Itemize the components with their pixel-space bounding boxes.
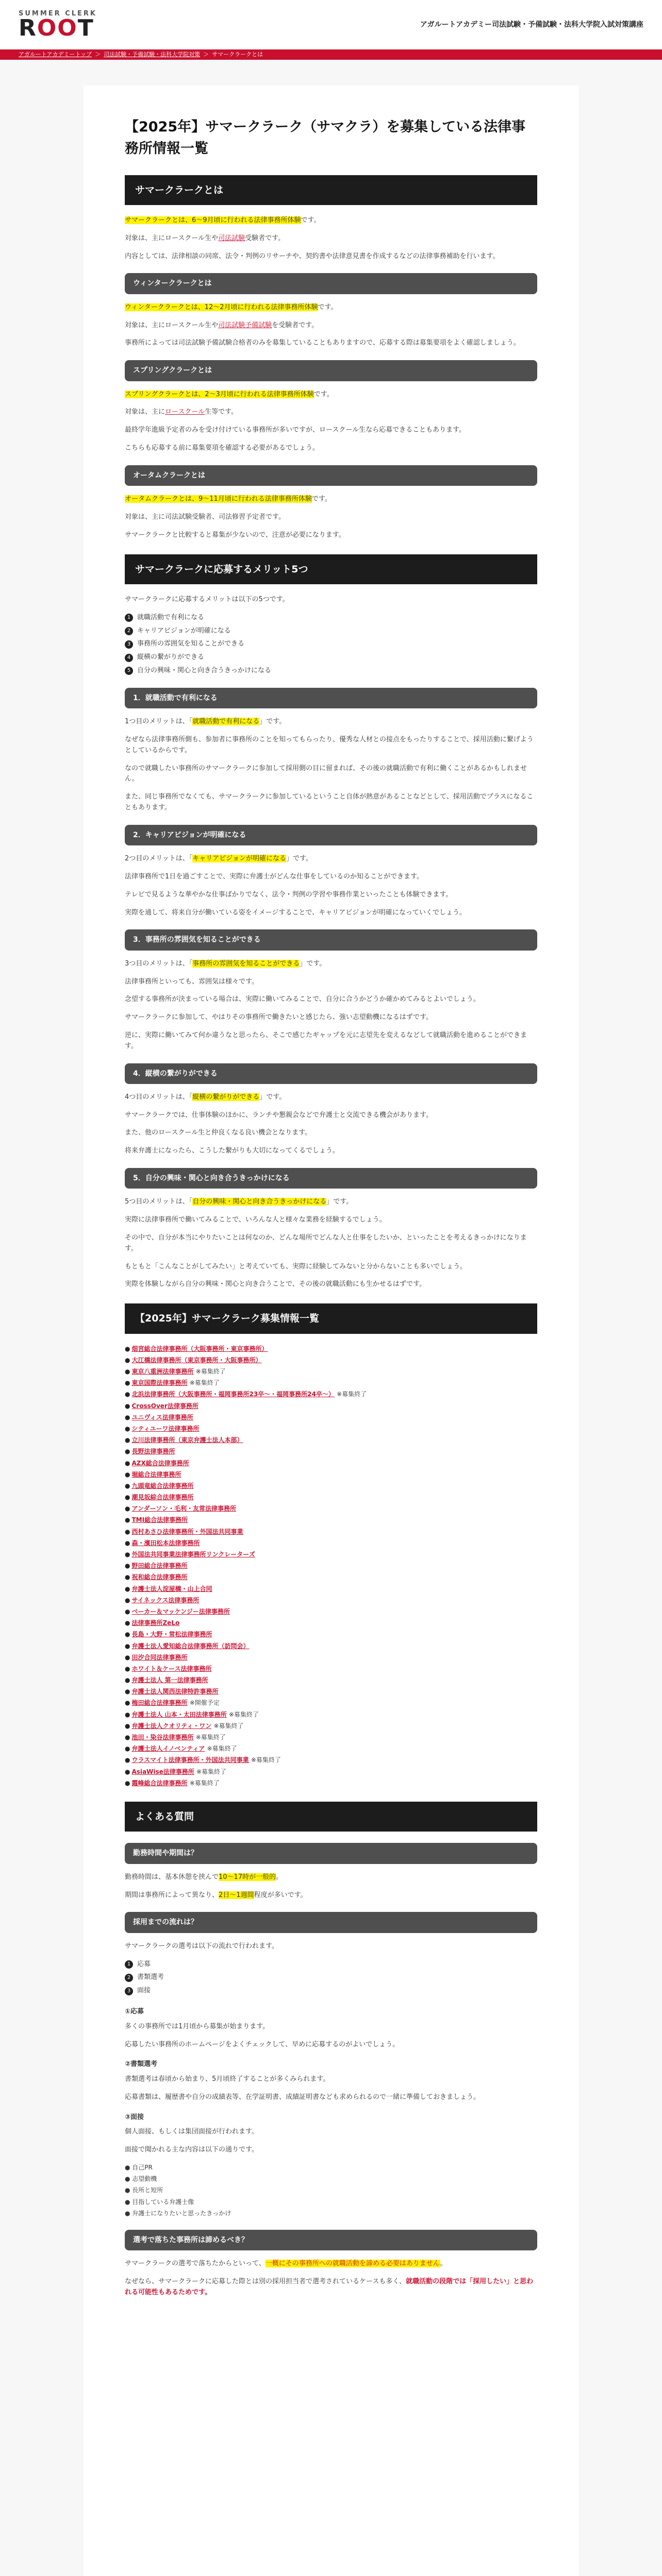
firm-link[interactable]: CrossOver法律事務所 [131, 1402, 198, 1410]
bullet-icon: ● [125, 1551, 130, 1558]
firm-link[interactable]: 畑宮総合法律事務所（大阪事務所・東京事務所） [131, 1345, 268, 1352]
heading-faq: よくある質問 [125, 1802, 537, 1832]
breadcrumb-home[interactable]: アガルートアカデミートップ [19, 51, 92, 58]
firm-link[interactable]: 北浜法律事務所（大阪事務所・福岡事務所23卒～・福岡事務所24卒～） [131, 1391, 335, 1398]
bullet-icon: ● [125, 1391, 130, 1398]
winter-note: 事務所によっては司法試験予備試験合格者のみを募集していることもありますので、応募する際は募集要項をよく確認しましょう。 [125, 339, 520, 347]
heading-winter-clerk: ウィンタークラークとは [125, 273, 537, 294]
number-badge: 2 [125, 627, 133, 635]
list-item: ● 弁護士になりたいと思ったきっかけ [125, 2209, 231, 2217]
firm-list-item [125, 1401, 537, 1411]
step-interview-text: 面接で聞かれる主な内容は以下の通りです。 [125, 2146, 258, 2154]
bullet-icon: ● [125, 1779, 130, 1787]
number-badge: 1 [125, 1960, 133, 1969]
step-apply-text: 多くの事務所では1月頃から募集が始まります。 [125, 2022, 270, 2030]
list-item: 3 事務所の雰囲気を知ることができる [125, 639, 537, 650]
bullet-icon: ● [125, 1653, 130, 1661]
merit-4-body: サマークラークでは、仕事体験のほかに、ランチや懇親会などで弁護士と交流できる機会があります。 [125, 1111, 433, 1119]
firm-link[interactable]: 弁護士法人イノベンティア [131, 1745, 205, 1753]
list-item: ● 目指している弁護士像 [125, 2198, 194, 2206]
merit-5-body: その中で、自分が本当にやりたいことは何なのか、どんな場所でどんな人と仕事をしたいか、といったことを考えるきっかけになります。 [125, 1234, 527, 1252]
summer-definition: サマークラークとは、6〜9月頃に行われる法律事務所体験です。 [125, 216, 321, 225]
bullet-icon: ● [125, 1756, 130, 1764]
logo-letter-r: R [19, 14, 37, 41]
summer-content: 内容としては、法律相談の同席、法令・判例のリサーチや、契約書や法律意見書を作成するなどの法律事務補助を行います。 [125, 252, 500, 260]
heading-autumn-clerk: オータムクラークとは [125, 465, 537, 486]
firm-link[interactable]: 森・濱田松本法律事務所 [131, 1539, 200, 1547]
firm-list-item [125, 1550, 537, 1560]
firm-link[interactable]: 弁護士法人淀屋橋・山上合同 [131, 1585, 212, 1592]
article-card [84, 86, 578, 2576]
list-item: 1 就職活動で有利になる [125, 613, 537, 623]
merit-1-lead: 1つ目のメリットは、「就職活動で有利になる」です。 [125, 718, 286, 726]
firm-list [125, 1344, 537, 1788]
firm-link[interactable]: 弁護士法人愛知総合法律事務所（訪問会） [131, 1642, 250, 1650]
merits-intro: サマークラークに応募するメリットは以下の5つです。 [125, 596, 289, 603]
bullet-icon: ● [125, 1368, 130, 1376]
firm-status-note: ※募集終了 [337, 1391, 367, 1398]
firm-link[interactable]: 弁護士法人 山本・太田法律事務所 [131, 1710, 227, 1718]
logo-letter-t: T [77, 14, 94, 41]
bullet-icon: ● [125, 1688, 130, 1696]
firm-list-item [125, 1641, 537, 1651]
step-apply-text: 応募したい事務所のホームページをよくチェックして、早めに応募するのがよいでしょう。 [125, 2040, 400, 2048]
site-logo[interactable] [19, 10, 97, 40]
faq-answer-rejected-reason: なぜなら、サマークラークに応募した際とは別の採用担当者で選考されているケースも多く、就職活動の段階では「採用したい」と思われる可能性もあるためです。 [125, 2278, 534, 2296]
link-lawschool[interactable]: ロースクール [165, 408, 205, 416]
firm-list-item [125, 1344, 537, 1354]
bullet-icon: ● [125, 1379, 130, 1387]
firm-list-item [125, 1367, 537, 1377]
firm-list-item [125, 1664, 537, 1674]
firm-link[interactable]: 弁護士法人関西法律特許事務所 [131, 1688, 219, 1696]
firm-link[interactable]: ホワイト＆ケース法律事務所 [131, 1665, 212, 1672]
firm-list-item [125, 1675, 537, 1685]
logo-letters-oo: OO [37, 14, 78, 41]
merit-2-body: 法律事務所で1日を過ごすことで、実際に弁護士がどんな仕事をしているのか知ることができます。 [125, 872, 423, 880]
autumn-note: サマークラークと比較すると募集が少ないので、注意が必要になります。 [125, 531, 345, 539]
firm-link[interactable]: 法律事務所ZeLo [131, 1619, 180, 1627]
bullet-icon: ● [125, 1459, 130, 1467]
firm-list-item [125, 1744, 537, 1754]
bullet-icon: ● [125, 1402, 130, 1410]
firm-list-item [125, 1504, 537, 1514]
firm-list-item [125, 1698, 537, 1708]
heading-spring-clerk: スプリングクラークとは [125, 360, 537, 381]
firm-link[interactable]: サイネックス法律事務所 [131, 1596, 200, 1604]
bullet-icon: ● [125, 1768, 130, 1775]
firm-status-note: ※募集終了 [228, 1710, 259, 1718]
bullet-icon: ● [125, 1528, 130, 1535]
firm-list-item [125, 1607, 537, 1617]
firm-link[interactable]: 田汐合同法律事務所 [131, 1653, 188, 1661]
firm-link[interactable]: ベーカー＆マッケンジー法律事務所 [131, 1607, 230, 1615]
firm-list-item [125, 1515, 537, 1525]
step-screening-text: 書類選考は春頃から始まり、5月頃終了することが多くみられます。 [125, 2075, 330, 2083]
firm-list-item [125, 1687, 537, 1697]
firm-link[interactable]: ユニヴィス法律事務所 [131, 1413, 193, 1421]
bullet-icon: ● [125, 1665, 130, 1672]
bullet-icon: ● [125, 1722, 130, 1730]
bullet-icon: ● [125, 1448, 130, 1455]
faq-answer-period: 期間は事務所によって異なり、2日〜1週間程度が多いです。 [125, 1891, 307, 1899]
firm-link[interactable]: 霞峰総合法律事務所 [131, 1779, 188, 1787]
summer-target: 対象は、主にロースクール生や司法試験受験者です。 [125, 234, 285, 242]
firm-link[interactable]: 弁護士法人クオリティ・ワン [131, 1722, 212, 1730]
firm-list-item [125, 1767, 537, 1777]
merit-5-body: 実際に法律事務所で働いてみることで、いろんな人と様々な業務を経験するでしょう。 [125, 1216, 386, 1224]
breadcrumb-category[interactable]: 司法試験・予備試験・法科大学院対策 [104, 51, 201, 58]
merit-1-body: なぜなら法律事務所側も、参加者に事務所のことを知ってもらったり、優秀な人材との接点をもったりすることで、採用活動に繋げようとしているからです。 [125, 735, 534, 754]
list-item: 5 自分の興味・関心と向き合うきっかけになる [125, 666, 537, 676]
firm-list-item [125, 1378, 537, 1388]
faq-answer-rejected: サマークラークの選考で落ちたからといって、一概にその事務所への就職活動を諦める必要はありません。 [125, 2260, 447, 2268]
firm-link[interactable]: 弁護士法人 第一法律事務所 [131, 1676, 208, 1684]
firm-link[interactable]: AsiaWise法律事務所 [131, 1768, 194, 1775]
winter-target: 対象は、主にロースクール生や司法試験予備試験を受験者です。 [125, 321, 319, 329]
firm-status-note: ※募集終了 [207, 1745, 237, 1753]
bullet-icon: ● [125, 1596, 130, 1604]
merit-2-lead: 2つ目のメリットは、「キャリアビジョンが明確になる」です。 [125, 855, 312, 863]
firm-list-item [125, 1389, 537, 1399]
number-badge: 2 [125, 1974, 133, 1982]
heading-merit-2: 2．キャリアビジョンが明確になる [125, 825, 537, 845]
bullet-icon: ● [125, 1413, 130, 1421]
bullet-icon: ● [125, 1619, 130, 1627]
firm-link[interactable]: アンダーソン・毛利・友常法律事務所 [131, 1505, 237, 1513]
firm-status-note: ※募集終了 [195, 1368, 226, 1376]
heading-merit-3: 3．事務所の雰囲気を知ることができる [125, 929, 537, 950]
step-screening-heading: ②書類選考 [125, 2060, 158, 2069]
bullet-icon: ● [125, 1607, 130, 1615]
breadcrumb-separator: ＞ [203, 51, 209, 58]
bullet-icon: ● [125, 1470, 130, 1478]
firm-link[interactable]: 梅田総合法律事務所 [131, 1699, 188, 1707]
interview-topics [125, 2163, 537, 2218]
link-yobishiken[interactable]: 司法試験予備試験 [218, 321, 272, 329]
firm-link[interactable]: 長島・大野・常松法律事務所 [131, 1631, 212, 1638]
firm-status-note: ※募集終了 [189, 1779, 220, 1787]
firm-link[interactable]: 祝和総合法律事務所 [131, 1573, 188, 1581]
merit-3-body: 念望する事務所が決まっている場合は、実際に働いてみることで、自分に合うかどうか確かめてみるとよいでしょう。 [125, 995, 480, 1004]
header-site-title[interactable]: アガルートアカデミー司法試験・予備試験・法科大学院入試対策講座 [420, 20, 643, 29]
firm-list-item [125, 1481, 537, 1491]
merits-list [125, 613, 537, 676]
spring-note-2: こちらも応募する前に募集要項を確認する必要があるでしょう。 [125, 444, 319, 452]
firm-list-item [125, 1618, 537, 1628]
firm-link[interactable]: 立川法律事務所（東京弁護士法人本部） [131, 1436, 243, 1444]
firm-link[interactable]: 西村あさひ法律事務所・外国法共同事業 [131, 1528, 243, 1535]
firm-link[interactable]: AZX総合法律事務所 [131, 1459, 189, 1467]
process-steps [125, 1959, 537, 1996]
list-item: 2 書類選考 [125, 1972, 537, 1983]
merit-1-body: なので就職したい事務所のサマークラークに参加して採用側の目に留まれば、その後の就職活動で有利に働くことがあるかもしれません。 [125, 764, 527, 783]
list-item: ● 志望動機 [125, 2175, 157, 2183]
firm-list-item [125, 1755, 537, 1765]
step-interview-text: 個人面接、もしくは集団面接が行われます。 [125, 2128, 258, 2136]
firm-link[interactable]: ウラスマイト法律事務所・外国法共同事業 [131, 1756, 249, 1764]
autumn-definition: オータムクラークとは、9〜11月頃に行われる法律事務所体験です。 [125, 495, 332, 503]
firm-link[interactable]: 東京国際法律事務所 [131, 1379, 188, 1387]
heading-summer-clerk: サマークラークとは [125, 175, 537, 205]
firm-list-item [125, 1721, 537, 1731]
firm-list-item [125, 1355, 537, 1365]
firm-link[interactable]: 池田・染谷法律事務所 [131, 1734, 194, 1741]
breadcrumb [0, 49, 662, 60]
firm-status-note: ※募集終了 [196, 1768, 227, 1775]
list-item: ● 長所と短所 [125, 2187, 163, 2194]
firm-list-item [125, 1572, 537, 1582]
list-item: 4 縦横の繋がりができる [125, 652, 537, 663]
bullet-icon: ● [125, 1562, 130, 1570]
firm-list-item [125, 1653, 537, 1663]
bullet-icon: ● [125, 1345, 130, 1352]
autumn-target: 対象は、主に司法試験受験者、司法修習予定者です。 [125, 513, 285, 521]
heading-merit-4: 4．縦横の繋がりができる [125, 1063, 537, 1084]
breadcrumb-current: サマークラークとは [212, 51, 263, 58]
faq-answer-hours: 勤務時間は、基本休憩を挟んで10〜17時が一般的。 [125, 1873, 283, 1881]
faq-question-hours: 勤務時間や期間は？ [125, 1843, 537, 1863]
step-interview-heading: ③面接 [125, 2113, 144, 2121]
bullet-icon: ● [125, 1642, 130, 1650]
firm-list-item [125, 1630, 537, 1639]
page-title: 【2025年】サマークラーク（サマクラ）を募集している法律事務所情報一覧 [125, 119, 526, 157]
list-item: 1 応募 [125, 1959, 537, 1970]
bullet-icon: ● [125, 1734, 130, 1741]
merit-2-body: 実際を通して、将来自分が働いている姿をイメージすることで、キャリアビジョンが明確になっていくでしょう。 [125, 908, 466, 917]
step-apply-heading: ①応募 [125, 2007, 144, 2015]
list-item: 2 キャリアビジョンが明確になる [125, 626, 537, 637]
merit-5-body: もともと「こんなことがしてみたい」と考えていても、実際に経験してみないと分からないことも多いでしょう。 [125, 1262, 467, 1270]
number-badge: 1 [125, 614, 133, 622]
heading-merits: サマークラークに応募するメリット5つ [125, 554, 537, 584]
firm-list-item [125, 1778, 537, 1788]
bullet-icon: ● [125, 1436, 130, 1444]
bullet-icon: ● [125, 1356, 130, 1364]
firm-list-item [125, 1710, 537, 1720]
merit-5-lead: 5つ目のメリットは、「自分の興味・関心と向き合うきっかけになる」です。 [125, 1198, 353, 1206]
list-item: ● 自己PR [125, 2164, 153, 2172]
firm-link[interactable]: 潮見坂綜合法律事務所 [131, 1494, 194, 1501]
bullet-icon: ● [125, 1745, 130, 1753]
firm-link[interactable]: 外国法共同事業法律事務所リンクレーターズ [131, 1551, 255, 1558]
number-badge: 5 [125, 667, 133, 675]
logo-wordmark [19, 14, 97, 41]
bullet-icon: ● [125, 1539, 130, 1547]
firm-link[interactable]: 堀総合法律事務所 [131, 1470, 181, 1478]
merit-2-body: テレビで見るような華やかな仕事ばかりでなく、法令・判例の学習や事務作業といったことも体験できます。 [125, 890, 453, 899]
firm-status-note: ※募集終了 [251, 1756, 281, 1764]
spring-note-1: 最終学年進級予定者のみを受け付けている事務所が多いですが、ロースクール生なら応募できることもあります。 [125, 426, 466, 434]
merit-4-body: また、他のロースクール生と仲良くなる良い機会となります。 [125, 1129, 312, 1137]
bullet-icon: ● [125, 1631, 130, 1638]
bullet-icon: ● [125, 1699, 130, 1707]
firm-list-item [125, 1459, 537, 1468]
logo-subtitle: SUMMER CLERK [19, 9, 97, 18]
firm-link[interactable]: TMI総合法律事務所 [131, 1516, 188, 1524]
bullet-icon: ● [125, 1585, 130, 1592]
firm-link[interactable]: シティユーワ法律事務所 [131, 1425, 200, 1432]
firm-list-item [125, 1424, 537, 1434]
firm-status-note: ※募集終了 [213, 1722, 244, 1730]
winter-definition: ウィンタークラークとは、12〜2月頃に行われる法律事務所体験です。 [125, 303, 338, 311]
firm-list-item [125, 1596, 537, 1605]
merit-5-body: 実際を体験しながら自分の興味・関心と向き合うことで、その後の就職活動にも生かせるはずです。 [125, 1280, 426, 1289]
merit-3-body: サマークラークに参加して、やはりその事務所で働きたいと感じたら、強い志望動機になるはずです。 [125, 1013, 433, 1022]
spring-target: 対象は、主にロースクール生等です。 [125, 408, 238, 416]
link-shihoshiken[interactable]: 司法試験 [218, 234, 245, 242]
bullet-icon: ● [125, 1425, 130, 1432]
bullet-icon: ● [125, 1573, 130, 1581]
faq-question-rejected: 選考で落ちた事務所は諦めるべき？ [125, 2230, 537, 2250]
merit-3-lead: 3つ目のメリットは、「事務所の雰囲気を知ることができる」です。 [125, 959, 326, 968]
firm-link[interactable]: 大江橋法律事務所（東京事務所・大阪事務所） [131, 1356, 262, 1364]
merit-1-body: また、同じ事務所でなくても、サマークラークに参加しているということ自体が熱意があることなどとして、採用活動でプラスになることもあります。 [125, 793, 534, 811]
firm-list-item [125, 1538, 537, 1548]
bullet-icon: ● [125, 1494, 130, 1501]
firm-list-item [125, 1435, 537, 1445]
firm-status-note: ※開催予定 [189, 1699, 220, 1707]
firm-list-item [125, 1561, 537, 1571]
firm-list-item [125, 1733, 537, 1742]
bullet-icon: ● [125, 1676, 130, 1684]
number-badge: 3 [125, 640, 133, 649]
faq-question-process: 採用までの流れは？ [125, 1912, 537, 1933]
heading-firm-list: 【2025年】サマークラーク募集情報一覧 [125, 1303, 537, 1333]
number-badge: 3 [125, 1987, 133, 1995]
list-item: 3 面接 [125, 1986, 537, 1996]
bullet-icon: ● [125, 1516, 130, 1524]
breadcrumb-separator: ＞ [95, 51, 101, 58]
firm-link[interactable]: 九頭竜総合法律事務所 [131, 1482, 194, 1489]
firm-list-item [125, 1493, 537, 1502]
heading-merit-1: 1．就職活動で有利になる [125, 688, 537, 708]
bullet-icon: ● [125, 1710, 130, 1718]
spring-definition: スプリングクラークとは、2〜3月頃に行われる法律事務所体験です。 [125, 390, 334, 398]
bullet-icon: ● [125, 1482, 130, 1489]
merit-3-body: 法律事務所といっても、雰囲気は様々です。 [125, 977, 258, 986]
firm-link[interactable]: 長野法律事務所 [131, 1448, 175, 1455]
number-badge: 4 [125, 654, 133, 662]
firm-link[interactable]: 野田総合法律事務所 [131, 1562, 188, 1570]
merit-4-body: 将来弁護士になったら、こうした繋がりも大切になってくるでしょう。 [125, 1147, 339, 1155]
heading-merit-5: 5．自分の興味・関心と向き合うきっかけになる [125, 1168, 537, 1189]
bullet-icon: ● [125, 1505, 130, 1513]
merit-4-lead: 4つ目のメリットは、「縦横の繋がりができる」です。 [125, 1093, 286, 1101]
site-header [0, 0, 662, 49]
firm-list-item [125, 1527, 537, 1537]
firm-status-note: ※募集終了 [195, 1734, 226, 1741]
firm-list-item [125, 1584, 537, 1594]
firm-list-item [125, 1470, 537, 1480]
faq-process-intro: サマークラークの選考は以下の流れで行われます。 [125, 1942, 278, 1950]
firm-list-item [125, 1413, 537, 1422]
firm-status-note: ※募集終了 [189, 1379, 220, 1387]
step-screening-text: 応募書類は、履歴書や自分の成績表等、在学証明書、成績証明書なども求められるので一緒に準備しておきましょう。 [125, 2093, 481, 2101]
firm-link[interactable]: 東京八重洲法律事務所 [131, 1368, 194, 1376]
firm-list-item [125, 1447, 537, 1456]
merit-3-body: 逆に、実際に働いてみて何か違うなと思ったら、そこで感じたギャップを元に志望先を変えるなどして就職活動を進めることができます。 [125, 1031, 527, 1050]
